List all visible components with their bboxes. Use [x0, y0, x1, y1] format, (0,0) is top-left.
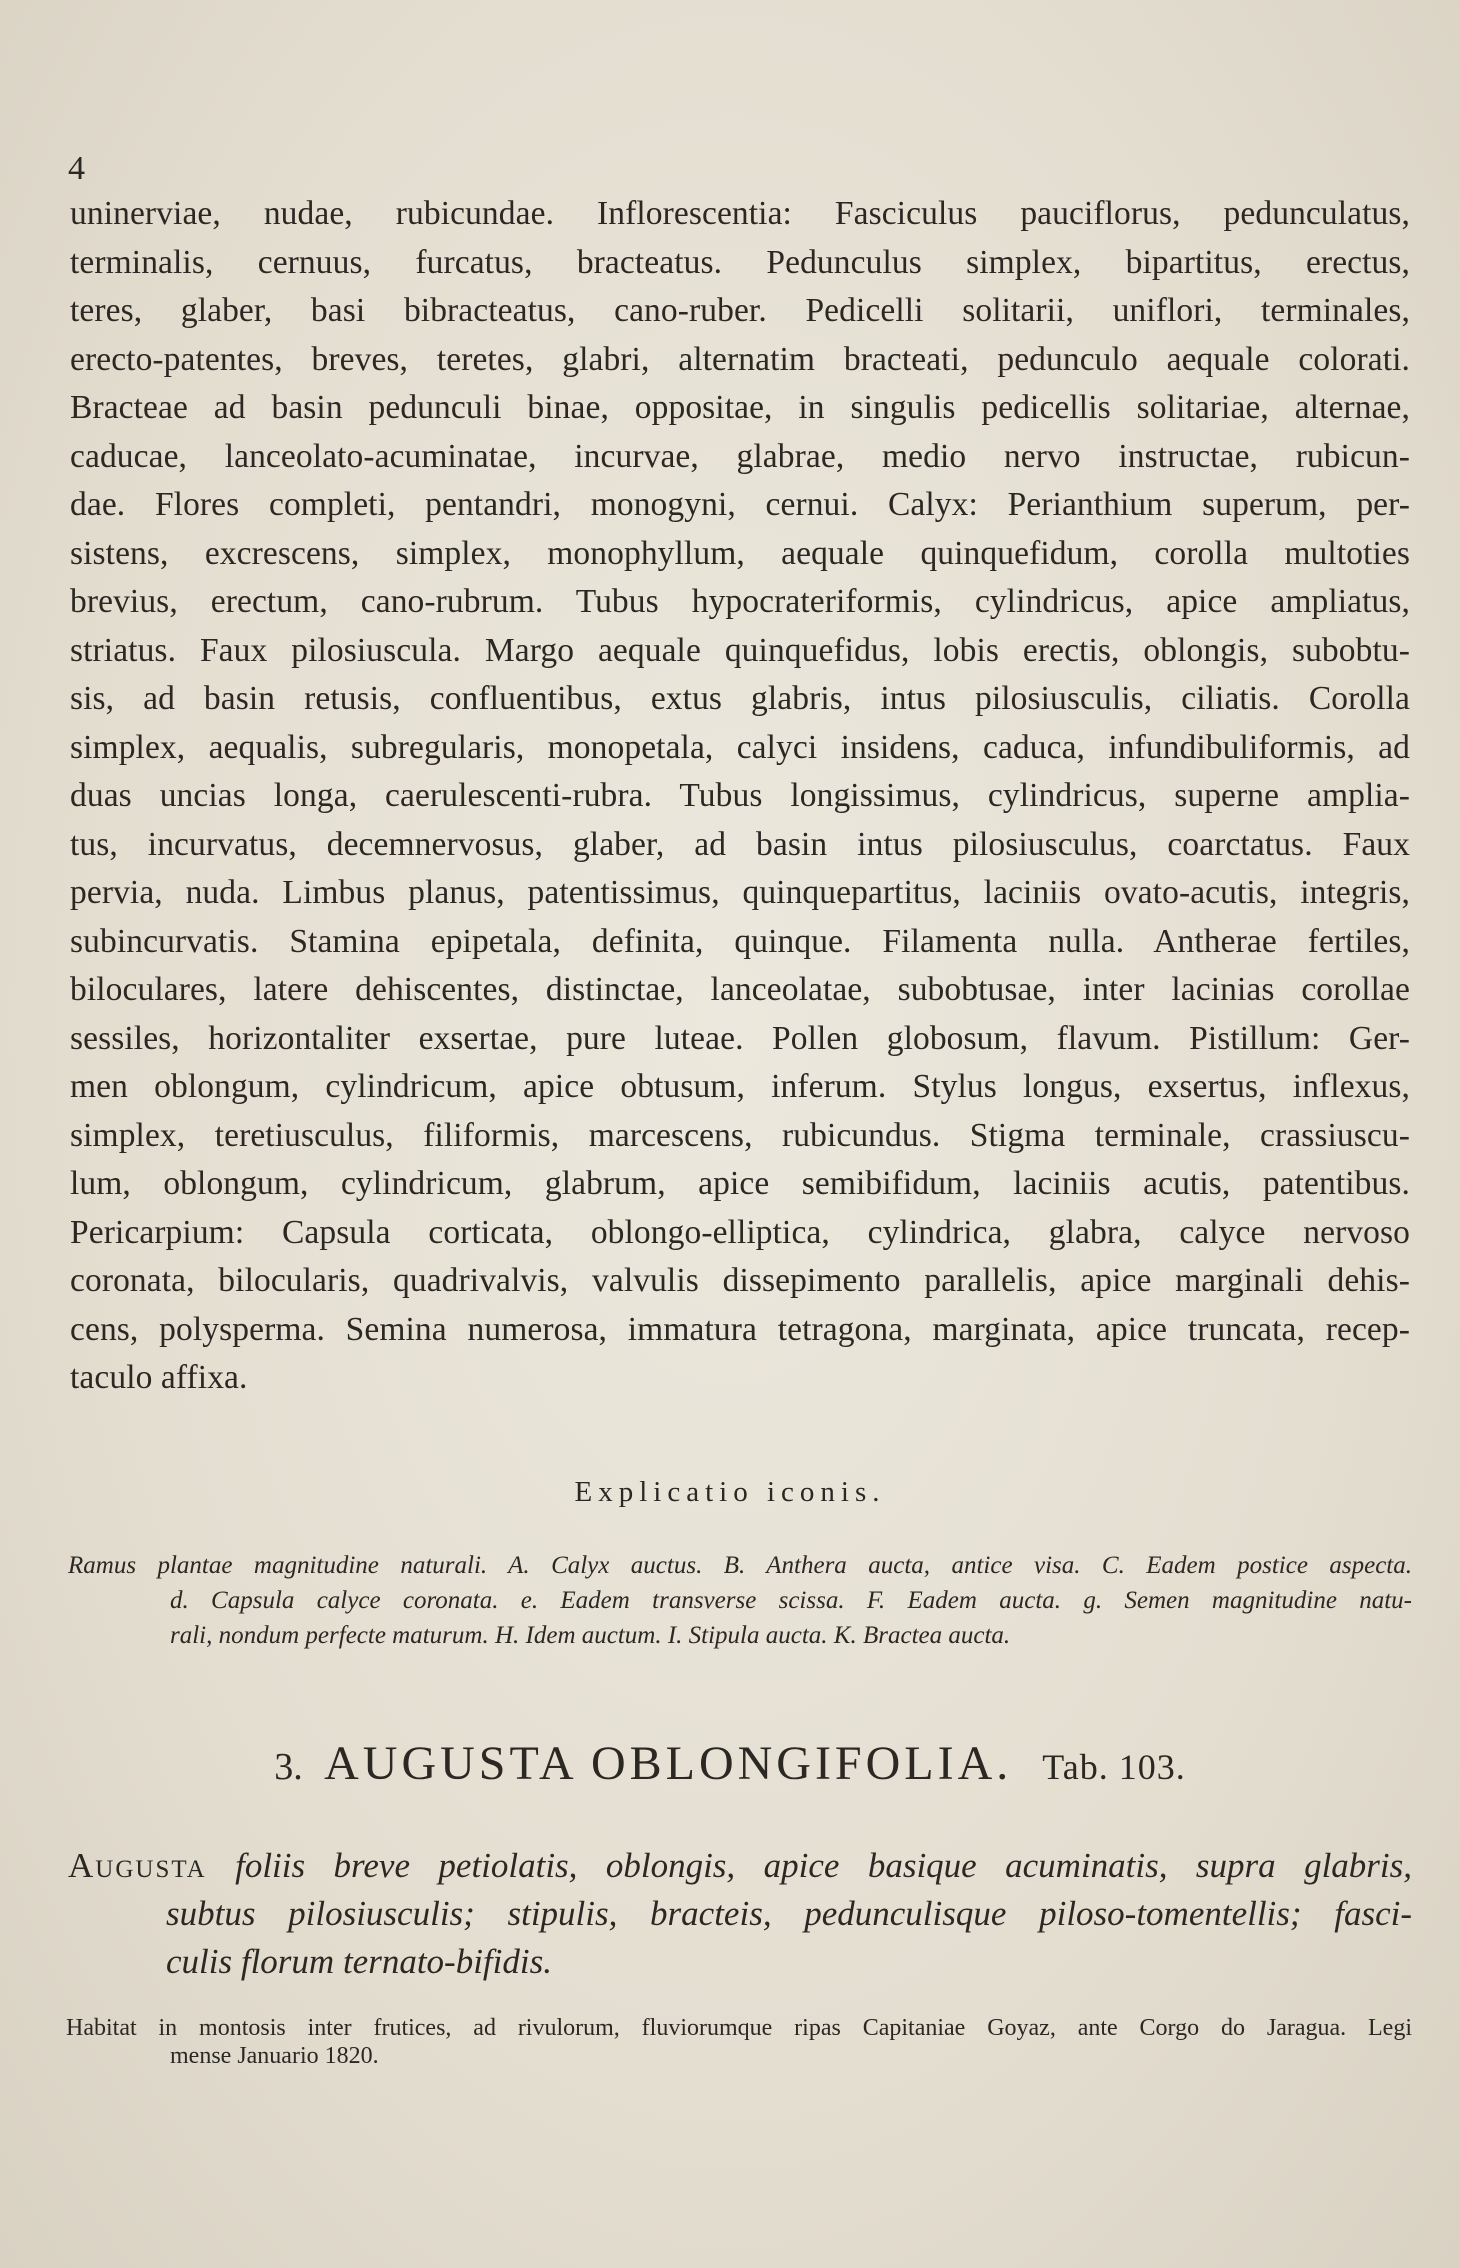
- species-diagnosis: [68, 1842, 1412, 1986]
- diagnosis-line: foliis breve petiolatis, oblongis, apice basique acuminatis, supra glabris,: [235, 1846, 1413, 1885]
- species-number: 3.: [274, 1746, 303, 1788]
- description-line: tus, incurvatus, decemnervosus, glaber, ad basin intus pilosiusculus, coarctatus. Faux: [70, 825, 1410, 863]
- description-line: pervia, nuda. Limbus planus, patentissimus, quinquepartitus, laciniis ovato-acutis, integris,: [70, 874, 1410, 911]
- description-line: coronata, bilocularis, quadrivalvis, valvulis dissepimento parallelis, apice marginali dehis-: [70, 1262, 1410, 1299]
- description-line: cens, polysperma. Semina numerosa, immatura tetragona, marginata, apice truncata, recep-: [70, 1310, 1410, 1348]
- habitat-line: Habitat in montosis inter frutices, ad rivulorum, fluviorumque ripas Capitaniae Goyaz, ante Corgo do Jaragua. Legi: [66, 2015, 1412, 2041]
- description-line: erecto-patentes, breves, teretes, glabri, alternatim bracteati, pedunculo aequale colorati.: [70, 340, 1410, 378]
- habitat-line: mense Januario 1820.: [170, 2043, 379, 2069]
- description-line: teres, glaber, basi bibracteatus, cano-ruber. Pedicelli solitarii, uniflori, terminales,: [70, 292, 1410, 329]
- description-line: simplex, teretiusculus, filiformis, marcescens, rubicundus. Stigma terminale, crassiuscu-: [70, 1116, 1410, 1154]
- species-heading: [0, 1736, 1460, 1791]
- description-line: men oblongum, cylindricum, apice obtusum, inferum. Stylus longus, exsertus, inflexus,: [70, 1068, 1410, 1105]
- species-name: AUGUSTA OBLONGIFOLIA.: [324, 1737, 1013, 1790]
- description-line: brevius, erectum, cano-rubrum. Tubus hypocrateriformis, cylindricus, apice ampliatus,: [70, 583, 1410, 620]
- description-line: striatus. Faux pilosiuscula. Margo aequale quinquefidus, lobis erectis, oblongis, subobtu-: [70, 631, 1410, 669]
- description-line: biloculares, latere dehiscentes, distinctae, lanceolatae, subobtusae, inter lacinias corollae: [70, 971, 1410, 1008]
- description-line: duas uncias longa, caerulescenti-rubra. Tubus longissimus, cylindricus, superne amplia-: [70, 777, 1410, 814]
- plate-explanation-line: rali, nondum perfecte maturum. H. Idem auctum. I. Stipula aucta. K. Bractea aucta.: [170, 1622, 1011, 1649]
- plate-explanation: [68, 1548, 1412, 1653]
- diagnosis-line: subtus pilosiusculis; stipulis, bracteis, pedunculisque piloso-tomentellis; fasci-: [166, 1894, 1412, 1933]
- description-line: uninerviae, nudae, rubicundae. Inflorescentia: Fasciculus pauciflorus, pedunculatus,: [70, 195, 1410, 232]
- description-line: lum, oblongum, cylindricum, glabrum, apice semibifidum, laciniis acutis, patentibus.: [70, 1165, 1410, 1202]
- description-line: Bracteae ad basin pedunculi binae, oppositae, in singulis pedicellis solitariae, alternae,: [70, 389, 1410, 426]
- page-number: 4: [68, 150, 85, 187]
- plate-explanation-line: Ramus plantae magnitudine naturali. A. Calyx auctus. B. Anthera aucta, antice visa. C. Eadem postice aspecta.: [68, 1552, 1412, 1579]
- plate-explanation-line: d. Capsula calyce coronata. e. Eadem transverse scissa. F. Eadem aucta. g. Semen magnitudine natu-: [170, 1587, 1412, 1614]
- description-line: sistens, excrescens, simplex, monophyllum, aequale quinquefidum, corolla multoties: [70, 534, 1410, 572]
- description-line: Pericarpium: Capsula corticata, oblongo-elliptica, cylindrica, glabra, calyce nervoso: [70, 1213, 1410, 1251]
- plate-explanation-heading: Explicatio iconis.: [574, 1476, 886, 1508]
- species-description: [70, 190, 1410, 1403]
- description-line: sessiles, horizontaliter exsertae, pure luteae. Pollen globosum, flavum. Pistillum: Ger-: [70, 1019, 1410, 1057]
- description-line: taculo affixa.: [70, 1359, 248, 1396]
- description-line: caducae, lanceolato-acuminatae, incurvae, glabrae, medio nervo instructae, rubicun-: [70, 437, 1410, 475]
- description-line: subincurvatis. Stamina epipetala, definita, quinque. Filamenta nulla. Antherae fertiles,: [70, 922, 1410, 960]
- description-line: dae. Flores completi, pentandri, monogyni, cernui. Calyx: Perianthium superum, per-: [70, 486, 1410, 523]
- description-line: sis, ad basin retusis, confluentibus, extus glabris, intus pilosiusculis, ciliatis. Corolla: [70, 680, 1410, 717]
- description-line: simplex, aequalis, subregularis, monopetala, calyci insidens, caduca, infundibuliformis, ad: [70, 728, 1410, 766]
- diagnosis-genus: Augusta: [68, 1846, 207, 1885]
- habitat-note: [66, 2014, 1412, 2070]
- diagnosis-line: culis florum ternato-bifidis.: [166, 1942, 552, 1981]
- description-line: terminalis, cernuus, furcatus, bracteatus. Pedunculus simplex, bipartitus, erectus,: [70, 243, 1410, 281]
- plate-reference: Tab. 103.: [1042, 1747, 1186, 1787]
